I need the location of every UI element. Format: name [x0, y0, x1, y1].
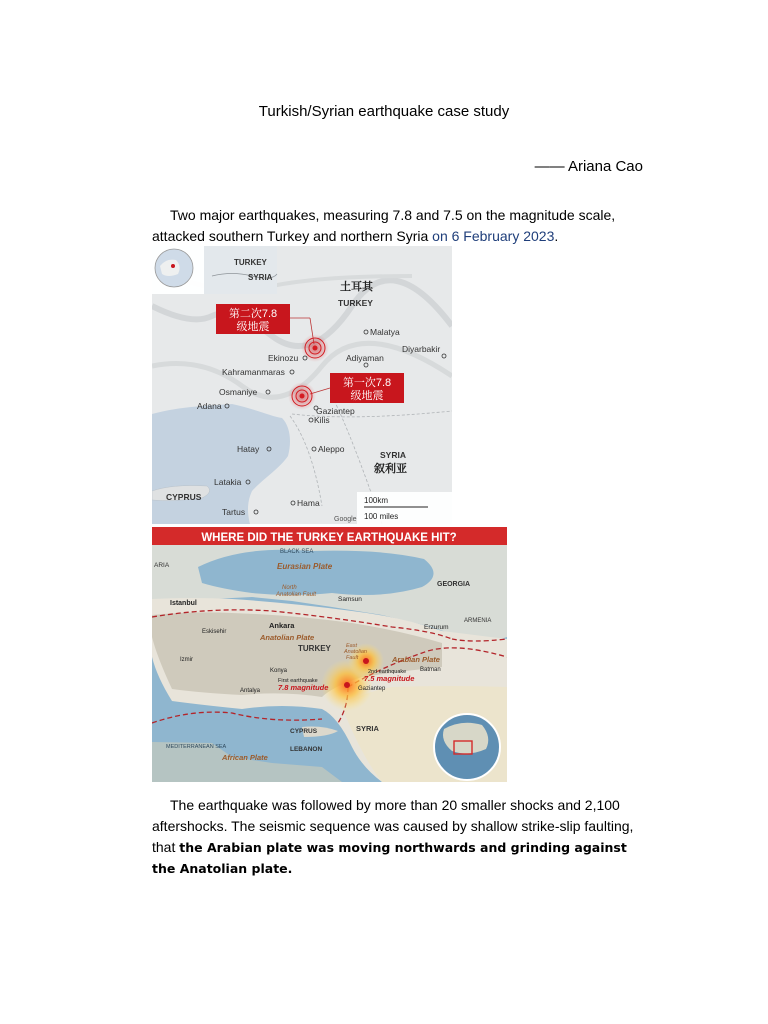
batman-label: Batman	[420, 667, 441, 673]
turkey-cn-label: 土耳其	[340, 281, 373, 293]
intro-end: .	[554, 228, 559, 244]
city-gaziantep: Gaziantep	[316, 406, 355, 416]
syria-label: SYRIA	[380, 450, 406, 460]
inset-syria-label: SYRIA	[248, 273, 273, 282]
cyprus-label: CYPRUS	[166, 492, 202, 502]
city-diyarbakir: Diyarbakir	[402, 344, 441, 354]
naf-label-2: Anatolian Fault	[276, 592, 317, 598]
turkey-label-map2: TURKEY	[298, 644, 331, 653]
city-hama: Hama	[297, 498, 320, 508]
antalya-label: Antalya	[240, 688, 261, 694]
city-tartus: Tartus	[222, 507, 246, 517]
arabian-plate-label: Arabian Plate	[392, 655, 440, 664]
eaf-label-2: Anatolian	[344, 649, 367, 655]
cause-text: The earthquake was followed by more than 20 smaller shocks and 2,100 aftershocks. The seismic sequence was caused by shallow strike-slip faulting, that	[152, 797, 634, 855]
eskisehir-label: Eskisehir	[202, 629, 227, 635]
scale-miles: 100 miles	[364, 512, 399, 521]
intro-text: Two major earthquakes, measuring 7.8 and 7.5 on the magnitude scale, attacked southern Turkey and northern Syria	[152, 207, 616, 244]
first-quake-label-1: 第一次7.8	[342, 377, 392, 389]
black-sea-label: BLACK SEA	[280, 549, 314, 555]
second-epicenter-marker	[301, 334, 329, 362]
map-epicenters	[152, 246, 452, 524]
city-osmaniye: Osmaniye	[219, 387, 258, 397]
inset-turkey-label: TURKEY	[234, 258, 267, 267]
page-title: Turkish/Syrian earthquake case study	[258, 103, 510, 120]
georgia-label: GEORGIA	[437, 581, 471, 588]
cyprus-label-map2: CYPRUS	[290, 728, 318, 735]
city-aleppo: Aleppo	[318, 444, 345, 454]
naf-label-1: North	[282, 585, 297, 591]
konya-label: Konya	[270, 668, 288, 674]
syria-label-map2: SYRIA	[356, 724, 379, 733]
syria-cn-label: 叙利亚	[374, 463, 407, 475]
gaziantep-label-map2: Gaziantep	[358, 686, 386, 692]
armenia-label: ARMENIA	[464, 618, 492, 624]
city-latakia: Latakia	[214, 477, 242, 487]
erzurum-label: Erzurum	[424, 624, 449, 631]
first-eq-magnitude: 7.8 magnitude	[278, 683, 329, 692]
second-eq-magnitude: 7.5 magnitude	[364, 674, 415, 683]
eurasian-plate-label: Eurasian Plate	[277, 562, 333, 571]
ankara-label: Ankara	[269, 621, 295, 630]
first-quake-label-2: 级地震	[350, 390, 384, 402]
city-adana: Adana	[197, 401, 222, 411]
cause-paragraph	[152, 795, 642, 879]
lebanon-label: LEBANON	[290, 746, 323, 753]
samsun-label: Samsun	[338, 596, 362, 603]
author-line: —— Ariana Cao	[534, 158, 643, 175]
city-malatya: Malatya	[370, 327, 400, 337]
second-quake-label-1: 第二次7.8	[228, 308, 278, 320]
aria-label: ARIA	[154, 562, 170, 569]
city-kilis: Kilis	[314, 415, 330, 425]
intro-paragraph	[152, 205, 642, 247]
eaf-label-1: East	[346, 643, 358, 649]
first-epicenter-marker	[288, 382, 316, 410]
city-kahramanmaras: Kahramanmaras	[222, 367, 285, 377]
map2-banner: WHERE DID THE TURKEY EARTHQUAKE HIT?	[201, 532, 457, 544]
map-plate-boundaries	[152, 527, 507, 782]
date-text: on 6 February 2023	[432, 228, 555, 244]
african-plate-label: African Plate	[222, 753, 268, 762]
cause-bold-text: the Arabian plate was moving northwards and grinding against the Anatolian plate.	[152, 840, 627, 876]
med-sea-label: MEDITERRANEAN SEA	[166, 744, 227, 750]
city-adiyaman: Adiyaman	[346, 353, 384, 363]
city-hatay: Hatay	[237, 444, 260, 454]
istanbul-label: Istanbul	[170, 600, 197, 607]
scale-km: 100km	[364, 496, 389, 505]
anatolian-plate-label: Anatolian Plate	[260, 633, 315, 642]
izmir-label: Izmir	[180, 657, 193, 663]
first-eq-label: First earthquake	[278, 678, 318, 684]
google-attribution: Google	[334, 516, 357, 523]
eaf-label-3: Fault	[346, 655, 359, 661]
second-eq-label: 2nd earthquake	[368, 669, 407, 675]
city-ekinozu: Ekinozu	[268, 353, 299, 363]
second-quake-label-2: 级地震	[236, 321, 270, 333]
turkey-label: TURKEY	[338, 298, 373, 308]
